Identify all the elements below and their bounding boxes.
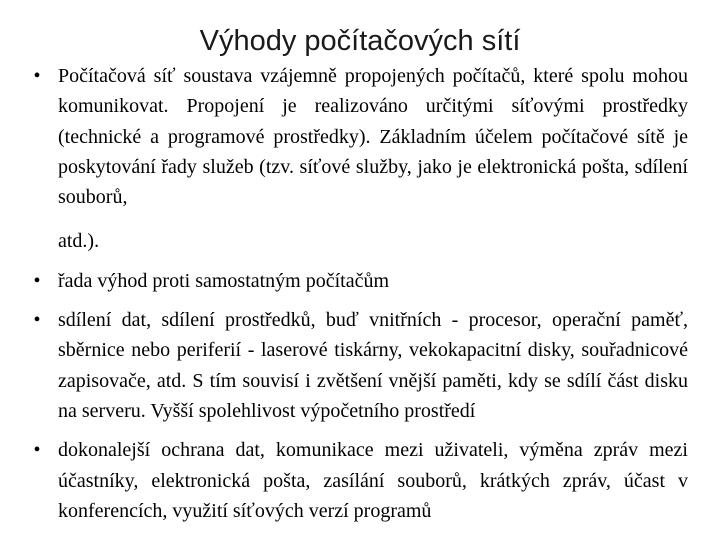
slide-title: Výhody počítačových sítí — [199, 25, 521, 57]
bullet-marker: • — [33, 269, 41, 292]
bullet-text: sdílení dat, sdílení prostředků, buď vnitřních - procesor, operační paměť, sběrnice nebo periferií - laserové tiskárny, vekokapacitní disky, souřadnicové zapisovače, atd. S tím souvisí i zvětšení vnější paměti, kdy se sdílí část disku na serveru. Vyšší spolehlivost výpočetního prostředí — [58, 309, 688, 422]
bullet-item-data-protection — [30, 435, 688, 526]
bullet-item-data-sharing — [30, 305, 688, 426]
bullet-text: dokonalejší ochrana dat, komunikace mezi uživateli, výměna zpráv mezi účastníky, elektronická pošta, zasílání souborů, krátkých zpráv, účast v konferencích, využití síťových verzí programů — [58, 439, 688, 522]
bullet-item-advantages — [30, 266, 688, 296]
bullet-text: řada výhod proti samostatným počítačům — [58, 269, 390, 292]
bullet-text: Počítačová síť soustava vzájemně propojených počítačů, které spolu mohou komunikovat. Propojení je realizováno určitými síťovými prostředky (technické a programové prostředky). Základním účelem počítačové sítě je poskytování řady služeb (tzv. síťové služby, jako je elektronická pošta, sdílení souborů, — [58, 65, 688, 209]
bullet-item-network-definition — [30, 61, 688, 257]
bullet-list — [30, 61, 688, 535]
bullet-marker: • — [33, 439, 41, 462]
bullet-marker: • — [33, 65, 41, 87]
bullet-marker: • — [33, 309, 41, 332]
bullet-text-continuation: atd.). — [58, 230, 100, 253]
